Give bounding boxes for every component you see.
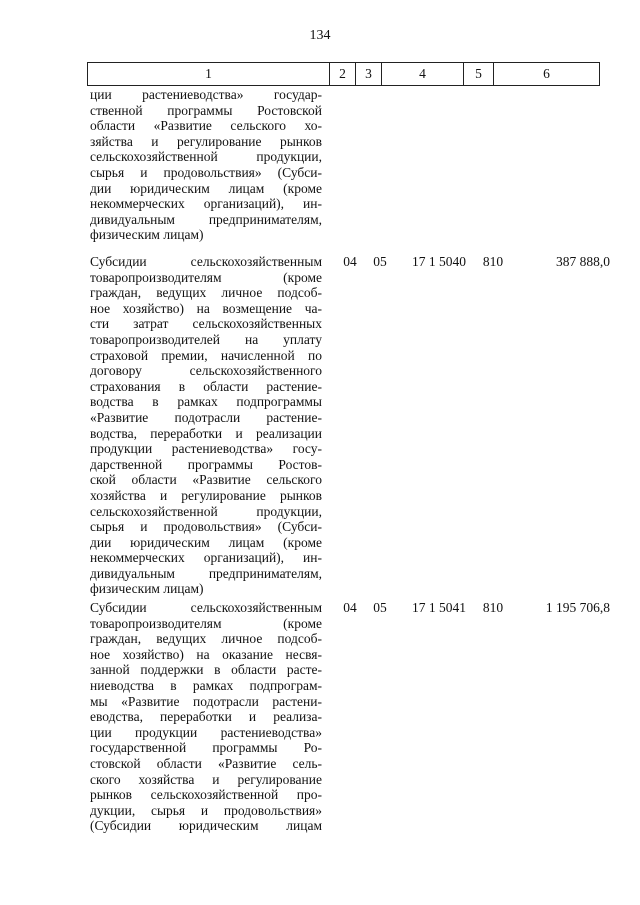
description-line: еводства, переработки и реализа- — [90, 709, 322, 725]
description-line: рынков сельскохозяйственной про- — [90, 787, 322, 803]
description-line: физическим лицам) — [90, 227, 204, 243]
description-line: водства, переработки и реализации — [90, 425, 322, 441]
subsection-code: 05 — [373, 600, 387, 615]
description-line: стовской области «Развитие сель- — [90, 755, 322, 771]
description-line: страховой премии, начисленной по — [90, 347, 322, 363]
description-line: ственной программы Ростовской — [90, 102, 322, 118]
column-header-5: 5 — [464, 63, 494, 86]
description-line: сельскохозяйственной продукции, — [90, 149, 322, 165]
page-number: 134 — [309, 28, 331, 43]
description-line: дии юридическим лицам (кроме — [90, 534, 322, 550]
description-line: Субсидии сельскохозяйственным — [90, 600, 322, 615]
description-line: мы «Развитие подотрасли растени- — [90, 693, 322, 709]
section-code: 04 — [343, 600, 357, 615]
expense-type-code: 810 — [482, 600, 504, 615]
target-article-code: 17 1 5041 — [412, 600, 466, 615]
expense-type-code: 810 — [482, 254, 504, 269]
description-line: сти затрат сельскохозяйственных — [90, 316, 322, 332]
description-line: физическим лицам) — [90, 581, 204, 597]
column-header-3: 3 — [356, 63, 382, 86]
column-header-2: 2 — [330, 63, 356, 86]
target-article-code: 17 1 5040 — [412, 254, 466, 269]
description-line: договору сельскохозяйственного — [90, 363, 322, 379]
description-line: хозяйства и регулирование рынков — [90, 487, 322, 503]
description-line: сырья и продовольствия» (Субси- — [90, 164, 322, 180]
description-line: товаропроизводителей на уплату — [90, 331, 322, 347]
description-line: ского хозяйства и регулирование — [90, 771, 322, 787]
description-line: (Субсидии юридическим лицам — [90, 818, 322, 834]
description-line: товаропроизводителям (кроме — [90, 615, 322, 631]
description-line: некоммерческих организаций), ин- — [90, 550, 322, 566]
description-line: зяйства и регулирование рынков — [90, 133, 322, 149]
subsection-code: 05 — [373, 254, 387, 269]
description-line: страхования в области растение- — [90, 378, 322, 394]
description-line: сырья и продовольствия» (Субси- — [90, 519, 322, 535]
description-line: некоммерческих организаций), ин- — [90, 196, 322, 212]
row-description — [90, 254, 322, 597]
description-line: дарственной программы Ростов- — [90, 456, 322, 472]
description-line: государственной программы Ро- — [90, 740, 322, 756]
description-line: занной поддержки в области расте- — [90, 662, 322, 678]
description-line: ниеводства в рамках подпрограм- — [90, 677, 322, 693]
description-line: граждан, ведущих личное подсоб- — [90, 285, 322, 301]
description-line: ное хозяйство) на оказание несвя- — [90, 646, 322, 662]
row-description — [90, 87, 322, 243]
column-header-6: 6 — [494, 63, 600, 86]
section-code: 04 — [343, 254, 357, 269]
description-line: ции продукции растениеводства» — [90, 724, 322, 740]
description-line: дивидуальным предпринимателям, — [90, 565, 322, 581]
description-line: области «Развитие сельского хо- — [90, 118, 322, 134]
column-header-row — [88, 63, 600, 86]
column-header-table — [87, 62, 600, 86]
description-line: граждан, ведущих личное подсоб- — [90, 631, 322, 647]
description-line: «Развитие подотрасли растение- — [90, 409, 322, 425]
description-line: ской области «Развитие сельского — [90, 472, 322, 488]
description-line: товаропроизводителям (кроме — [90, 269, 322, 285]
amount-value: 1 195 706,8 — [545, 600, 610, 615]
description-line: дивидуальным предпринимателям, — [90, 211, 322, 227]
description-line: продукции растениеводства» госу- — [90, 441, 322, 457]
description-line: Субсидии сельскохозяйственным — [90, 254, 322, 269]
amount-value: 387 888,0 — [556, 254, 610, 269]
description-line: дукции, сырья и продовольствия» — [90, 802, 322, 818]
description-line: дии юридическим лицам (кроме — [90, 180, 322, 196]
description-line: водства в рамках подпрограммы — [90, 394, 322, 410]
description-line: ное хозяйство) на возмещение ча- — [90, 300, 322, 316]
column-header-4: 4 — [382, 63, 464, 86]
row-description — [90, 600, 322, 834]
description-line: сельскохозяйственной продукции, — [90, 503, 322, 519]
description-line: ции растениеводства» государ- — [90, 87, 322, 102]
column-header-1: 1 — [88, 63, 330, 86]
